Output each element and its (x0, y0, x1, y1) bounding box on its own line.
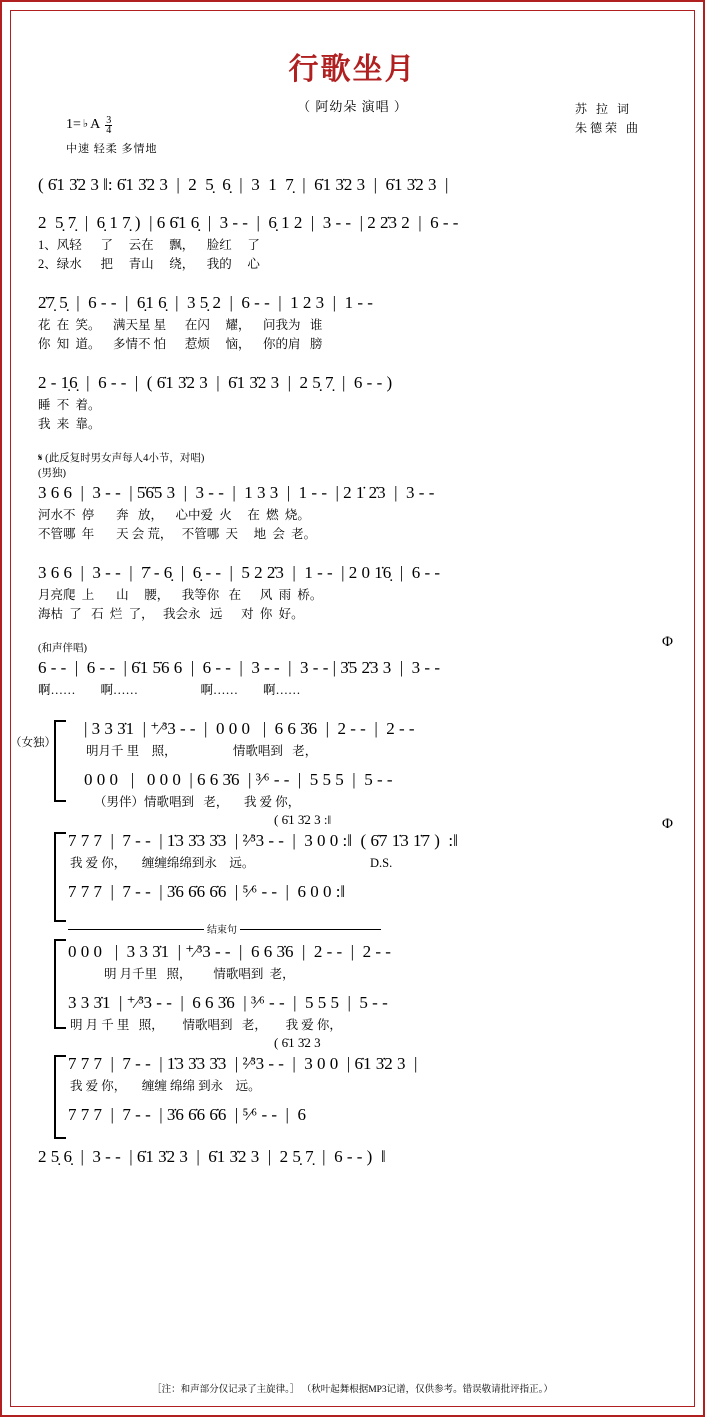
lyric-line: 不管哪 年 天 会 荒， 不管哪 天 地 会 老。 (38, 527, 317, 541)
note-line: | 3 3 3̇1 | ⁺⁄³3 - - | 0 0 0 | 6 6 3̇6 | 2 - - | 2 - - (84, 719, 415, 738)
note-line: ( 6̇1 3̇2 3 ‖: 6̇1 3̇2 3 | 2 5̣ 6̣ | 3 1 7̣ | 6̇1 3̇2 3 | 6̇1 3̇2 3 | (38, 175, 449, 194)
system-brace (54, 1055, 66, 1139)
music-staff (10, 172, 681, 1172)
time-signature-denominator: 4 (106, 125, 112, 136)
system-brace (54, 939, 66, 1029)
note-line: 2 5̣ 6̣ | 3 - - | 6̇1 3̇2 3 | 6̇1 3̇2 3 | 2 5̣ 7̣ | 6 - - ) ‖ (38, 1147, 386, 1166)
system-brace (54, 720, 66, 802)
note-line: 7 7 7 | 7 - - | 3̇6 6̇6 6̇6 | ⁵⁄⁶ - - | 6 (68, 1105, 306, 1124)
key-line (66, 117, 158, 136)
key-signature-block (66, 117, 158, 156)
sheet-content (10, 22, 681, 1401)
system-row (24, 290, 681, 354)
footnote: ［注：和声部分仅记录了主旋律。］ （秋叶起舞根据MP3记谱，仅供参考。错误敬请批评指正。） (152, 1385, 553, 1395)
system-row (24, 560, 681, 624)
note-line: 2 - 1̣6̣ | 6 - - | ( 6̇1 3̇2 3 | 6̇1 3̇2 3 | 2 5̣ 7̣ | 6 - - ) (38, 373, 393, 392)
segno-repeat-note: 𝄋 (此反复时男女声每人4小节，对唱) (38, 453, 205, 464)
lyric-line: 1、风轻 了 云在 飘， 脸红 了 (38, 238, 260, 252)
lyric-line: 我 来 靠。 (38, 417, 101, 431)
system-group-braced (24, 1035, 681, 1128)
note-line: 3 6 6 | 3 - - | 5̇6̇5 3 | 3 - - | 1 3 3 | 1 - - | 2 1̇ 2̇3 | 3 - - (38, 483, 435, 502)
voice-label-harmony: (和声伴唱) (38, 643, 87, 654)
credits (575, 100, 641, 138)
lyric-line: 你 知 道。 多情不 怕 惹烦 恼， 你的肩 膀 (38, 337, 323, 351)
lyric-line: 明月千 里 照， 情歌唱到 老， (86, 744, 318, 758)
composer-credit: 朱德荣 曲 (574, 121, 641, 135)
note-line: 3 6 6 | 3 - - | 7̇ - 6̣ | 6̣ - - | 5 2 2̇3 | 1 - - | 2 0 1̇6̣ | 6 - - (38, 563, 441, 582)
note-line: 2 5̣ 7̣ | 6̣ 1 7̣ ) | 6 6̇1 6̣ | 3 - - | 6̣ 1 2 | 3 - - | 2 2̇3 2 | 6 - - (38, 213, 459, 232)
ending-section-header (24, 921, 681, 937)
note-line: 7 7 7 | 7 - - | 1̇3 3̇3 3̇3 | ²⁄³3 - - | 3 0 0 | 6̇1 3̇2 3 | (68, 1054, 418, 1073)
system-group-braced (24, 812, 681, 905)
lyricist-credit: 苏 拉 词 (574, 102, 632, 116)
system-row (24, 634, 681, 700)
lyric-line: 睡 不 着。 (38, 398, 101, 412)
ending-label: 结束句 (204, 921, 240, 936)
tempo-marking: 中速 轻柔 多情地 (66, 143, 158, 155)
ossia-repeat-note: ( 6̇1 3̇2 3 (274, 1035, 321, 1050)
note-line: 3 3 3̇1 | ⁺⁄³3 - - | 6 6 3̇6 | ³⁄⁶ - - | 5 5 5 | 5 - - (68, 993, 388, 1012)
lyric-line: 明 月 千 里 照， 情歌唱到 老， 我 爱 你， (70, 1018, 342, 1032)
coda-icon: Φ (662, 816, 673, 832)
time-signature (105, 116, 112, 135)
lyric-line: 明 月千里 照， 情歌唱到 老， (104, 967, 295, 981)
time-signature-numerator: 3 (106, 115, 112, 126)
voice-label-male-solo: (男独) (38, 468, 66, 479)
lyric-line: 月亮爬 上 山 腰， 我等你 在 风 雨 桥。 (38, 588, 323, 602)
lyric-line: 我 爱 你， 缠缠绵绵到永 远。 D.S. (70, 856, 393, 870)
page-title: 行歌坐月 (288, 53, 417, 86)
system-group-braced (24, 939, 681, 1035)
system-group-braced (10, 716, 681, 812)
voice-label-female-solo: （女独） (10, 737, 56, 749)
note-line: 7 7 7 | 7 - - | 3̇6 6̇6 6̇6 | ⁵⁄⁶ - - | 6 0 0 :‖ (68, 882, 346, 901)
lyric-line: 我 爱 你， 缠缠 绵绵 到永 远。 (70, 1079, 261, 1093)
note-line: 0 0 0 | 3 3 3̇1 | ⁺⁄³3 - - | 6 6 3̇6 | 2 - - | 2 - - (68, 942, 391, 961)
system-row (24, 370, 681, 434)
lyric-line: （男伴）情歌唱到 老， 我 爱 你， (94, 795, 301, 809)
lyric-line: 花 在 笑。 满天星 星 在闪 耀， 问我为 谁 (38, 318, 323, 332)
note-line: 0 0 0 | 0 0 0 | 6 6 3̇6 | ³⁄⁶ - - | 5 5 5 | 5 - - (84, 770, 393, 789)
note-line: 6 - - | 6 - - | 6̇1 5̇6 6 | 6 - - | 3 - - | 3 - - | 3̇5 2̇3 3 | 3 - - (38, 658, 441, 677)
system-row (24, 210, 681, 274)
flat-symbol: ♭ (82, 118, 89, 130)
performer-subtitle: （ 阿幼朵 演唱 ） (297, 99, 408, 114)
key-letter: A (90, 117, 101, 132)
ossia-repeat-note: ( 6̇1 3̇2 3 :‖ (274, 812, 332, 827)
lyric-line: 河水不 停 奔 放， 心中爱 火 在 燃 烧。 (38, 508, 310, 522)
lyric-line: 海枯 了 石 烂 了， 我会永 远 对 你 好。 (38, 607, 304, 621)
system-row (24, 1144, 681, 1170)
coda-icon: Φ (662, 634, 673, 650)
system-brace (54, 832, 66, 922)
lyric-line: 啊…… 啊…… 啊…… 啊…… (38, 683, 301, 697)
system-row (24, 450, 681, 544)
note-line: 2̇7̣ 5̣ | 6 - - | 6̣1 6̣ | 3 5̣ 2 | 6 - - | 1 2 3 | 1 - - (38, 293, 373, 312)
lyric-line: 2、绿水 把 青山 绕， 我的 心 (38, 257, 260, 271)
system-row (24, 172, 681, 198)
note-line: 7 7 7 | 7 - - | 1̇3 3̇3 3̇3 | ²⁄³3 - - | 3 0 0 :‖ ( 6̇7 1̇3 1̇7 ) :‖ (68, 831, 458, 850)
key-prefix: 1= (66, 117, 81, 132)
